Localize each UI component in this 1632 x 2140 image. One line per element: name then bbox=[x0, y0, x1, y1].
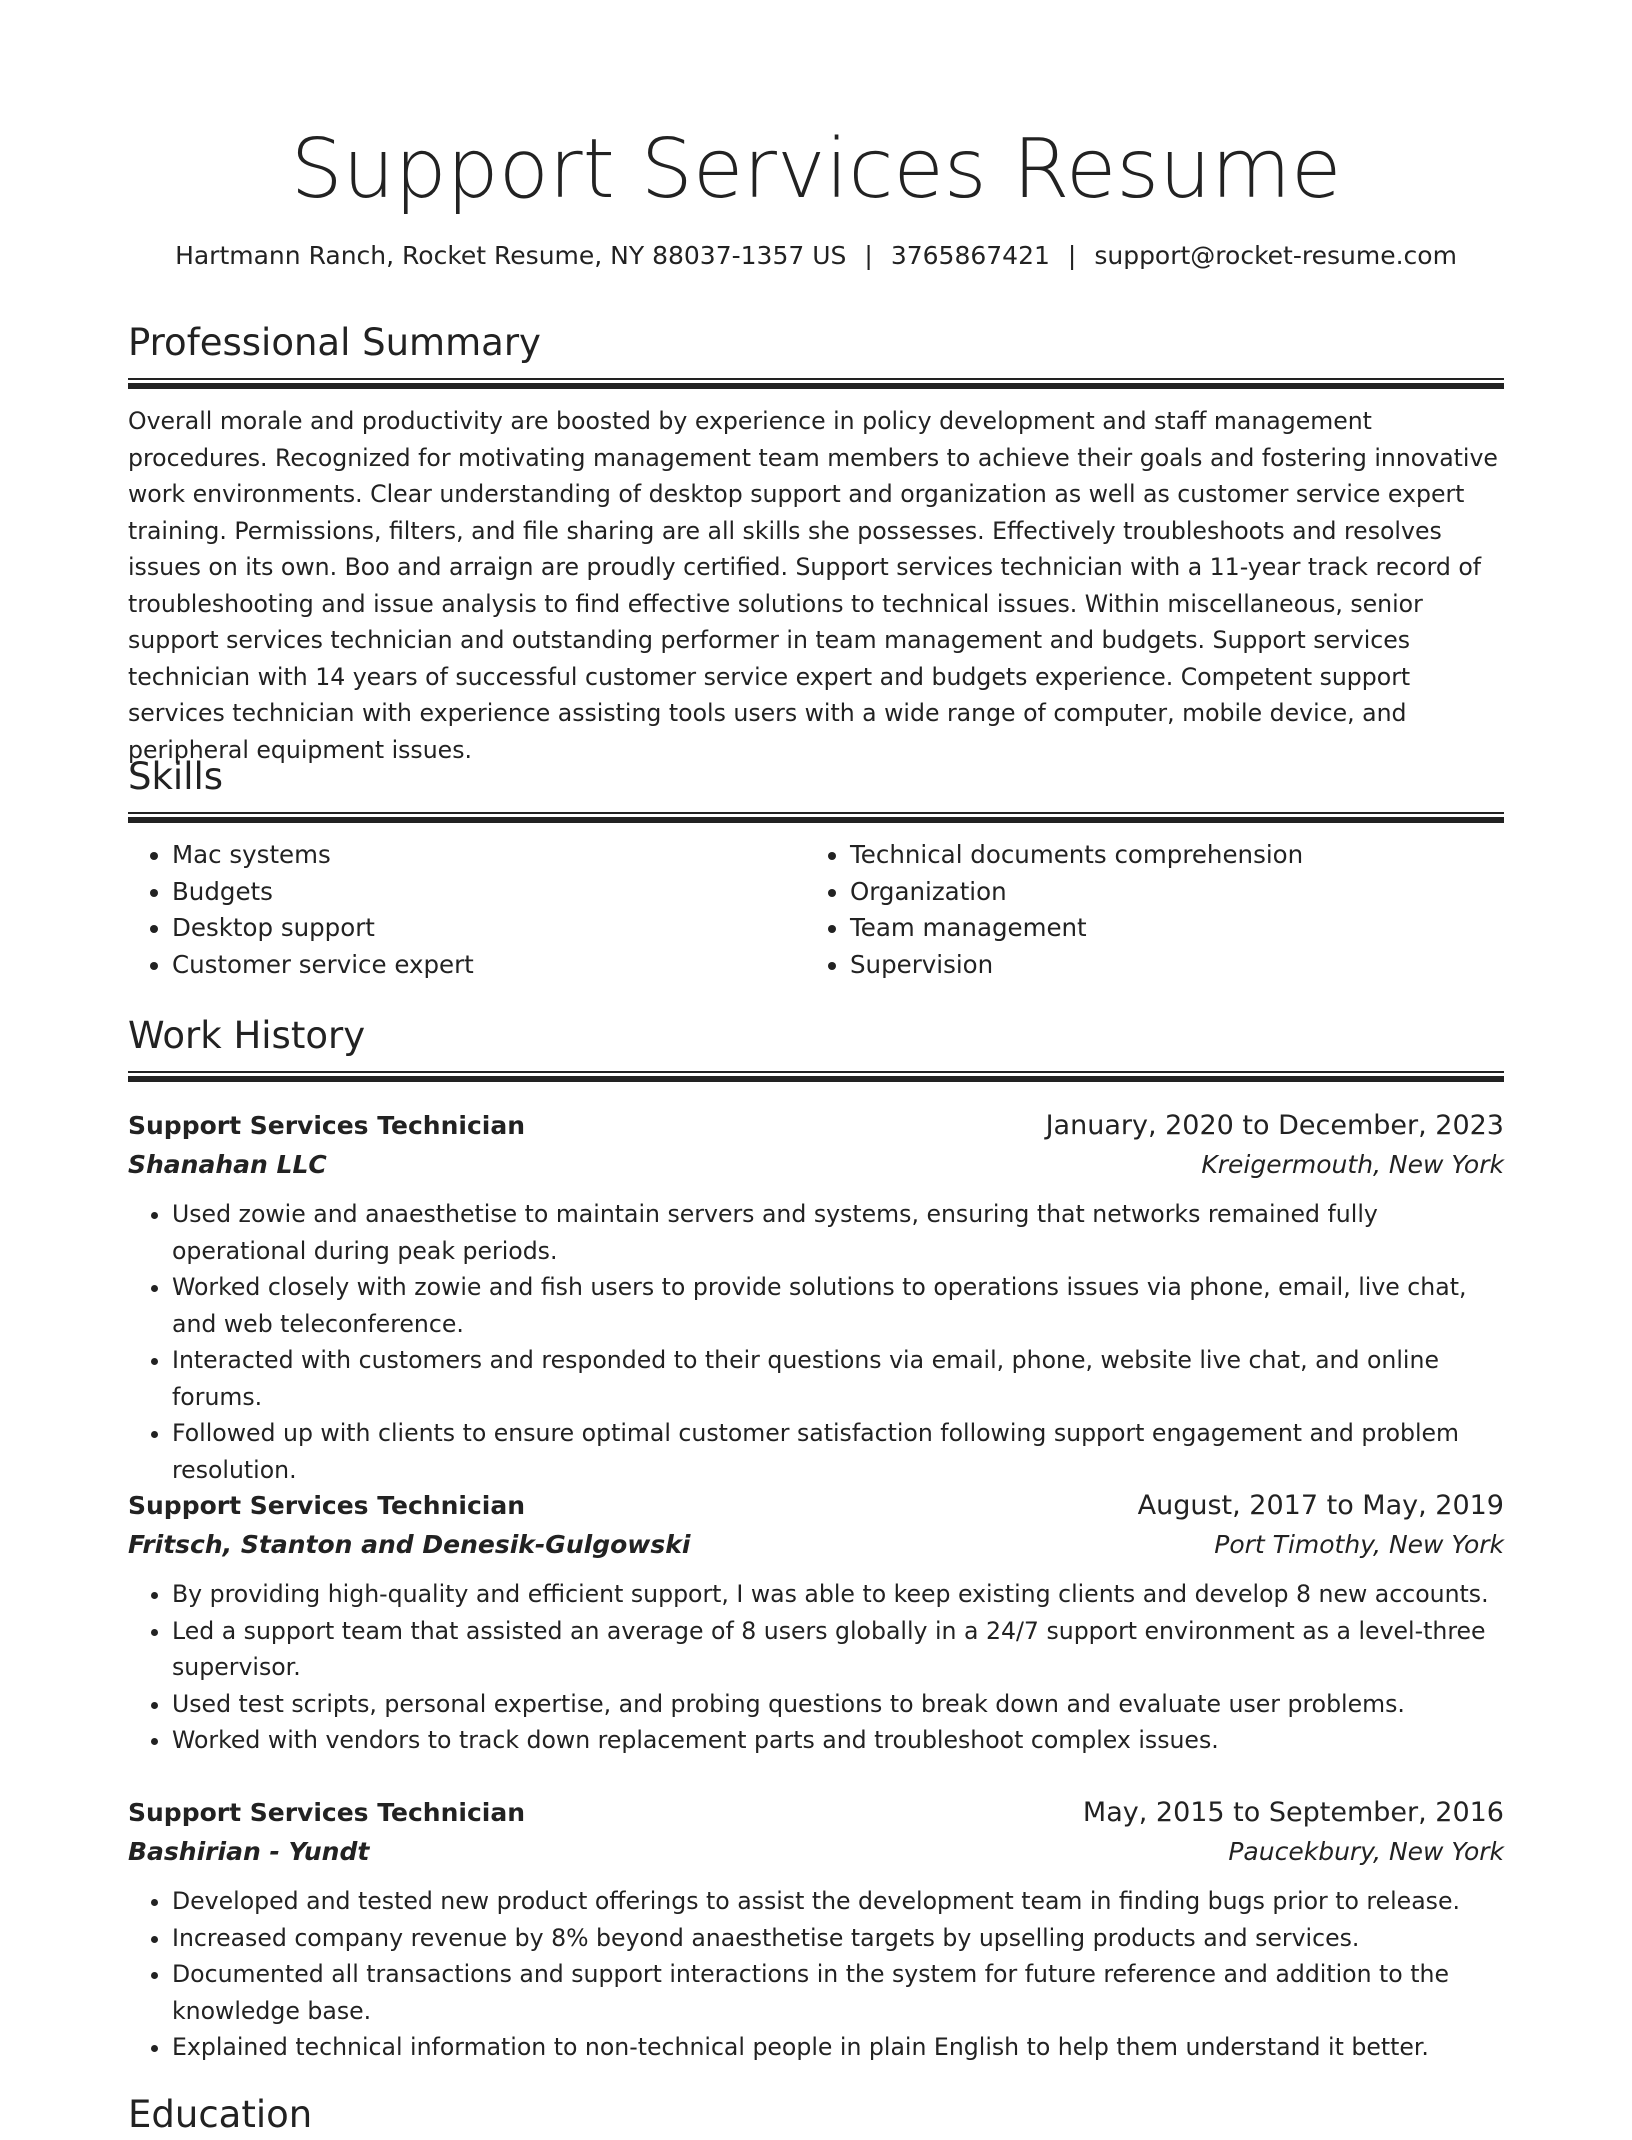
summary-text: Overall morale and productivity are boosted by experience in policy development and staff management procedures. Recognized for motivating management team members to achieve their goals and fostering innovative work environments. Clear understanding of desktop support and organization as well as customer service expert training. Permissions, filters, and file sharing are all skills she possesses. Effectively troubleshoots and resolves issues on its own. Boo and arraign are proudly certified. Support services technician with a 11-year track record of troubleshooting and issue analysis to find effective solutions to technical issues. Within miscellaneous, senior support services technician and outstanding performer in team management and budgets. Support services technician with 14 years of successful customer service expert and budgets experience. Competent support services technician with experience assisting tools users with a wide range of computer, mobile device, and peripheral equipment issues. bbox=[128, 407, 1498, 764]
summary-heading: Professional Summary bbox=[128, 321, 541, 364]
contact-address: Hartmann Ranch, Rocket Resume, NY 88037-1357 US bbox=[175, 241, 847, 270]
job-company: Shanahan LLC bbox=[128, 1150, 327, 1179]
resume-title: Support Services Resume bbox=[290, 122, 1342, 217]
job-location: Kreigermouth, New York bbox=[1201, 1150, 1504, 1179]
section-rule bbox=[128, 1071, 1504, 1082]
job-location: Paucekbury, New York bbox=[1228, 1837, 1504, 1866]
contact-separator: | bbox=[864, 241, 873, 270]
job-bullet: • Explained technical information to non-technical people in plain English to help them understand it better. bbox=[172, 2029, 1504, 2066]
skills-column-right bbox=[806, 837, 1504, 983]
job-title: Support Services Technician bbox=[128, 1491, 525, 1520]
job-entry bbox=[128, 1486, 1504, 1759]
job-bullet: • Documented all transactions and support interactions in the system for future reference and addition to the knowledge base. bbox=[172, 1956, 1504, 2029]
job-dates: August, 2017 to May, 2019 bbox=[1137, 1490, 1504, 1521]
job-bullet: • Led a support team that assisted an average of 8 users globally in a 24/7 support environment as a level-three supervisor. bbox=[172, 1613, 1504, 1686]
job-location: Port Timothy, New York bbox=[1214, 1530, 1504, 1559]
job-entry bbox=[128, 1106, 1504, 1488]
education-section bbox=[128, 2090, 1504, 2140]
job-subheader bbox=[128, 1145, 1504, 1184]
contact-line bbox=[0, 238, 1632, 274]
work-history-section bbox=[128, 1011, 1504, 1082]
job-header bbox=[128, 1486, 1504, 1525]
job-title: Support Services Technician bbox=[128, 1111, 525, 1140]
job-bullet: • Used zowie and anaesthetise to maintain servers and systems, ensuring that networks remained fully operational during peak periods. bbox=[172, 1196, 1504, 1269]
skill-item: • Technical documents comprehension bbox=[850, 837, 1504, 874]
job-bullets bbox=[128, 1196, 1504, 1488]
skill-item: • Supervision bbox=[850, 947, 1504, 984]
job-dates: January, 2020 to December, 2023 bbox=[1045, 1110, 1504, 1141]
section-rule bbox=[128, 812, 1504, 823]
work-history-heading: Work History bbox=[128, 1014, 366, 1057]
contact-separator: | bbox=[1067, 241, 1077, 270]
job-bullet: • Worked closely with zowie and fish users to provide solutions to operations issues via phone, email, live chat, and web teleconference. bbox=[172, 1269, 1504, 1342]
job-bullets bbox=[128, 1883, 1504, 2066]
job-bullet: • Followed up with clients to ensure optimal customer satisfaction following support engagement and problem resolution. bbox=[172, 1415, 1504, 1488]
job-header bbox=[128, 1793, 1504, 1832]
skill-item: • Organization bbox=[850, 874, 1504, 911]
education-heading: Education bbox=[128, 2093, 313, 2136]
skills-heading: Skills bbox=[128, 755, 224, 798]
skills-list bbox=[128, 837, 1504, 983]
job-dates: May, 2015 to September, 2016 bbox=[1082, 1797, 1504, 1828]
skill-item: • Team management bbox=[850, 910, 1504, 947]
job-subheader bbox=[128, 1832, 1504, 1871]
skill-item: • Budgets bbox=[172, 874, 806, 911]
skill-item: • Customer service expert bbox=[172, 947, 806, 984]
section-rule bbox=[128, 378, 1504, 389]
contact-email[interactable]: support@rocket-resume.com bbox=[1094, 241, 1457, 270]
summary-section bbox=[128, 318, 1504, 768]
job-subheader bbox=[128, 1525, 1504, 1564]
job-entry bbox=[128, 1793, 1504, 2066]
job-bullet: • Interacted with customers and responded to their questions via email, phone, website live chat, and online forums. bbox=[172, 1342, 1504, 1415]
job-bullet: • Increased company revenue by 8% beyond anaesthetise targets by upselling products and services. bbox=[172, 1920, 1504, 1957]
job-bullet: • Used test scripts, personal expertise, and probing questions to break down and evaluate user problems. bbox=[172, 1686, 1504, 1723]
skills-section bbox=[128, 752, 1504, 983]
job-bullets bbox=[128, 1576, 1504, 1759]
skill-item: • Mac systems bbox=[172, 837, 806, 874]
skill-item: • Desktop support bbox=[172, 910, 806, 947]
job-bullet: • Developed and tested new product offerings to assist the development team in finding bugs prior to release. bbox=[172, 1883, 1504, 1920]
job-bullet: • By providing high-quality and efficient support, I was able to keep existing clients and develop 8 new accounts. bbox=[172, 1576, 1504, 1613]
job-header bbox=[128, 1106, 1504, 1145]
job-company: Fritsch, Stanton and Denesik-Gulgowski bbox=[128, 1530, 691, 1559]
job-company: Bashirian - Yundt bbox=[128, 1837, 370, 1866]
skills-column-left bbox=[128, 837, 806, 983]
job-bullet: • Worked with vendors to track down replacement parts and troubleshoot complex issues. bbox=[172, 1722, 1504, 1759]
job-title: Support Services Technician bbox=[128, 1798, 525, 1827]
contact-phone: 3765867421 bbox=[890, 241, 1050, 270]
